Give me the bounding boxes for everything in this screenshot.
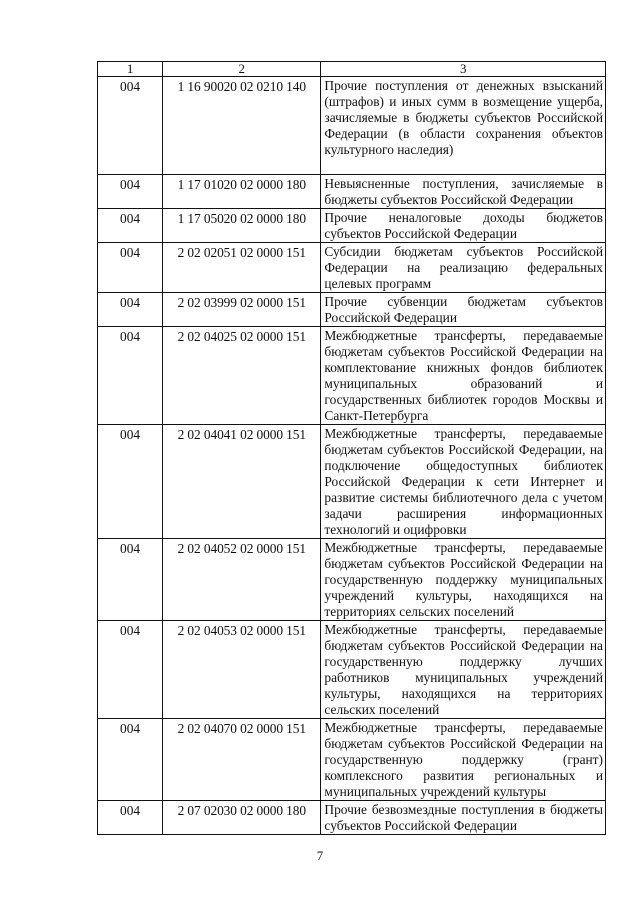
table-row xyxy=(98,243,606,293)
table-row xyxy=(98,293,606,327)
table-row xyxy=(98,327,606,425)
budget-code-cell: 1 17 01020 02 0000 180 xyxy=(163,175,321,209)
budget-code-cell: 1 17 05020 02 0000 180 xyxy=(163,209,321,243)
revenue-name-cell: Прочие поступления от денежных взысканий (штрафов) и иных сумм в возмещение ущерба, зачисляемые в бюджеты субъектов Российской Федерации (в области сохранения объектов культурного наследия) xyxy=(321,77,606,175)
admin-code-cell: 004 xyxy=(98,293,163,327)
table-row xyxy=(98,425,606,539)
budget-code-cell: 1 16 90020 02 0210 140 xyxy=(163,77,321,175)
revenue-name-cell: Межбюджетные трансферты, передаваемые бюджетам субъектов Российской Федерации на комплектование книжных фондов библиотек муниципальных образований и государственных библиотек городов Москвы и Санкт-Петербурга xyxy=(321,327,606,425)
table-row xyxy=(98,719,606,801)
revenue-name-cell: Прочие неналоговые доходы бюджетов субъектов Российской Федерации xyxy=(321,209,606,243)
column-header-2: 2 xyxy=(163,62,321,77)
table-row xyxy=(98,801,606,835)
table-row xyxy=(98,621,606,719)
budget-code-cell: 2 02 04052 02 0000 151 xyxy=(163,539,321,621)
revenue-name-cell: Межбюджетные трансферты, передаваемые бюджетам субъектов Российской Федерации на государственную поддержку (грант) комплексного развития региональных и муниципальных учреждений культуры xyxy=(321,719,606,801)
revenue-name-cell: Межбюджетные трансферты, передаваемые бюджетам субъектов Российской Федерации на государственную поддержку лучших работников муниципальных учреждений культуры, находящихся на территориях сельских поселений xyxy=(321,621,606,719)
column-header-1: 1 xyxy=(98,62,163,77)
revenue-name-cell: Невыясненные поступления, зачисляемые в бюджеты субъектов Российской Федерации xyxy=(321,175,606,209)
admin-code-cell: 004 xyxy=(98,175,163,209)
revenue-name-cell: Межбюджетные трансферты, передаваемые бюджетам субъектов Российской Федерации на государственную поддержку муниципальных учреждений культуры, находящихся на территориях сельских поселений xyxy=(321,539,606,621)
admin-code-cell: 004 xyxy=(98,539,163,621)
admin-code-cell: 004 xyxy=(98,425,163,539)
revenue-name-cell: Прочие безвозмездные поступления в бюджеты субъектов Российской Федерации xyxy=(321,801,606,835)
column-header-3: 3 xyxy=(321,62,606,77)
table-header-row xyxy=(98,62,606,77)
table-row xyxy=(98,209,606,243)
budget-code-cell: 2 02 04025 02 0000 151 xyxy=(163,327,321,425)
budget-code-cell: 2 02 04070 02 0000 151 xyxy=(163,719,321,801)
page-number: 7 xyxy=(316,848,324,863)
table-row xyxy=(98,539,606,621)
revenue-name-cell: Прочие субвенции бюджетам субъектов Российской Федерации xyxy=(321,293,606,327)
table-row xyxy=(98,77,606,175)
admin-code-cell: 004 xyxy=(98,327,163,425)
revenue-name-cell: Межбюджетные трансферты, передаваемые бюджетам субъектов Российской Федерации, на подключение общедоступных библиотек Российской Федерации к сети Интернет и развитие системы библиотечного дела с учетом задачи расширения информационных технологий и оцифровки xyxy=(321,425,606,539)
budget-code-cell: 2 02 04041 02 0000 151 xyxy=(163,425,321,539)
admin-code-cell: 004 xyxy=(98,621,163,719)
budget-code-cell: 2 02 03999 02 0000 151 xyxy=(163,293,321,327)
revenue-name-cell: Субсидии бюджетам субъектов Российской Федерации на реализацию федеральных целевых программ xyxy=(321,243,606,293)
table-row xyxy=(98,175,606,209)
budget-codes-table xyxy=(97,61,606,835)
admin-code-cell: 004 xyxy=(98,801,163,835)
admin-code-cell: 004 xyxy=(98,719,163,801)
budget-code-cell: 2 02 04053 02 0000 151 xyxy=(163,621,321,719)
budget-code-cell: 2 02 02051 02 0000 151 xyxy=(163,243,321,293)
admin-code-cell: 004 xyxy=(98,209,163,243)
budget-code-cell: 2 07 02030 02 0000 180 xyxy=(163,801,321,835)
admin-code-cell: 004 xyxy=(98,77,163,175)
admin-code-cell: 004 xyxy=(98,243,163,293)
